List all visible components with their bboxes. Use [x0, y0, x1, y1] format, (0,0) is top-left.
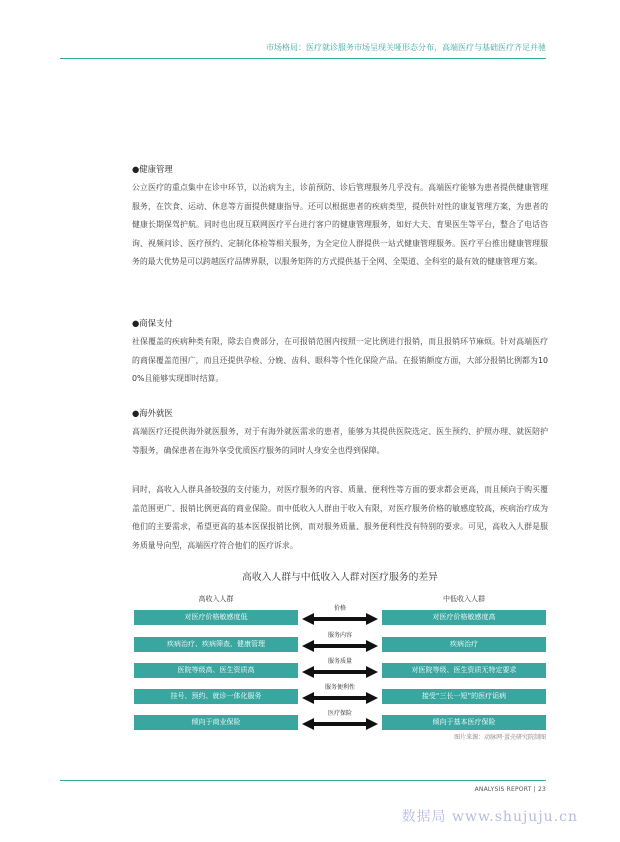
footer-page-label: ANALYSIS REPORT | 23: [474, 786, 546, 793]
double-arrow-icon: [300, 717, 380, 731]
left-bar-quality: 医院等级高、医生资质高: [134, 663, 298, 678]
header-title: 市场格局：医疗就诊服务市场呈现关哑形态分布，高端医疗与基础医疗齐足并驰: [266, 43, 546, 52]
summary-text: 同时，高收入人群具备较强的支付能力，对医疗服务的内容、质量、便利性等方面的要求都会更高，而且倾向于购买覆盖范围更广、报销比例更高的商业保险。而中低收入人群由于收入有限，对医疗服务价格的敏感度较高，疾病治疗成为他们的主要需求，希望更高的基本医保报销比例，而对服务质量、服务便利性没有特别的要求。可见，高收入人群是服务质量导向型，高端医疗符合他们的医疗诉求。: [132, 485, 548, 550]
left-bar-insurance: 倾向于商业保险: [134, 715, 298, 730]
section-body: 社保覆盖的疾病种类有限，除去自费部分，在可报销范围内按照一定比例进行报销，而且报销环节麻烦。针对高端医疗的商保覆盖范围广，而且还提供孕检、分娩、齿科、眼科等个性化保险产品。在报销额度方面，大部分报销比例都为100%且能够实现即时结算。: [132, 337, 548, 383]
section-overseas-care: [132, 407, 548, 460]
left-column-header: 高收入人群: [198, 595, 234, 603]
section-health-management: [132, 163, 548, 272]
left-bar-convenience: 挂号、预约、就诊一体化服务: [134, 689, 298, 704]
label-insurance: 医疗保险: [327, 710, 352, 717]
watermark: 数据局 www.shujuju.cn: [401, 809, 578, 825]
left-bar-price: 对医疗价格敏感度低: [134, 610, 298, 625]
header-divider: [60, 58, 546, 59]
right-bar-content: 疾病治疗: [382, 637, 546, 652]
section-heading: ●商保支付: [132, 318, 173, 328]
label-quality: 服务质量: [327, 658, 352, 665]
double-arrow-icon: [300, 612, 380, 626]
label-content: 服务内容: [327, 632, 352, 639]
right-bar-insurance: 倾向于基本医疗保险: [382, 715, 546, 730]
label-convenience: 服务便利性: [324, 684, 355, 691]
left-bar-content: 疾病治疗、疾病筛查、健康管理: [134, 637, 298, 652]
section-heading: ●健康管理: [132, 164, 173, 174]
double-arrow-icon: [300, 665, 380, 679]
figure-title: 高收入人群与中低收入人群对医疗服务的差异: [242, 572, 438, 583]
section-commercial-insurance: [132, 317, 548, 389]
section-body: 公立医疗的重点集中在诊中环节，以治病为主，诊前预防、诊后管理服务几乎没有。高端医疗能够为患者提供健康管理服务，在饮食、运动、休息等方面提供健康指导。还可以根据患者的疾病类型，提供针对性的康复管理方案，为患者的健康长期保驾护航。同时也出现互联网医疗平台进行客户的健康管理服务，如好大夫、育果医生等平台，整合了电话咨询、视频问诊、医疗预约、定制化体检等相关服务，为全定位人群提供一站式健康管理服务。医疗平台推出健康管理服务的最大优势是可以跨越医疗品牌界限，以服务矩阵的方式提供基于全网、全渠道、全科室的最有效的健康管理方案。: [132, 183, 548, 266]
footer-divider: [60, 780, 546, 781]
summary-paragraph: [132, 481, 548, 555]
double-arrow-icon: [300, 691, 380, 705]
double-arrow-icon: [300, 639, 380, 653]
right-column-header: 中低收入人群: [443, 595, 485, 603]
label-price: 价格: [333, 605, 346, 612]
right-bar-price: 对医疗价格敏感度高: [382, 610, 546, 625]
section-heading: ●海外就医: [132, 408, 173, 418]
section-body: 高端医疗还提供海外就医服务，对于有海外就医需求的患者，能够为其提供医院选定、医生预约、护照办理、就医陪护等服务，确保患者在海外享受优质医疗服务的同时人身安全也得到保障。: [132, 427, 548, 455]
figure-source: 图片来源：动脉网·蛋壳研究院制图: [454, 734, 546, 741]
right-bar-quality: 对医院等级、医生资质无特定要求: [382, 663, 546, 678]
right-bar-convenience: 接受“三长一短”的医疗诟病: [382, 689, 546, 704]
